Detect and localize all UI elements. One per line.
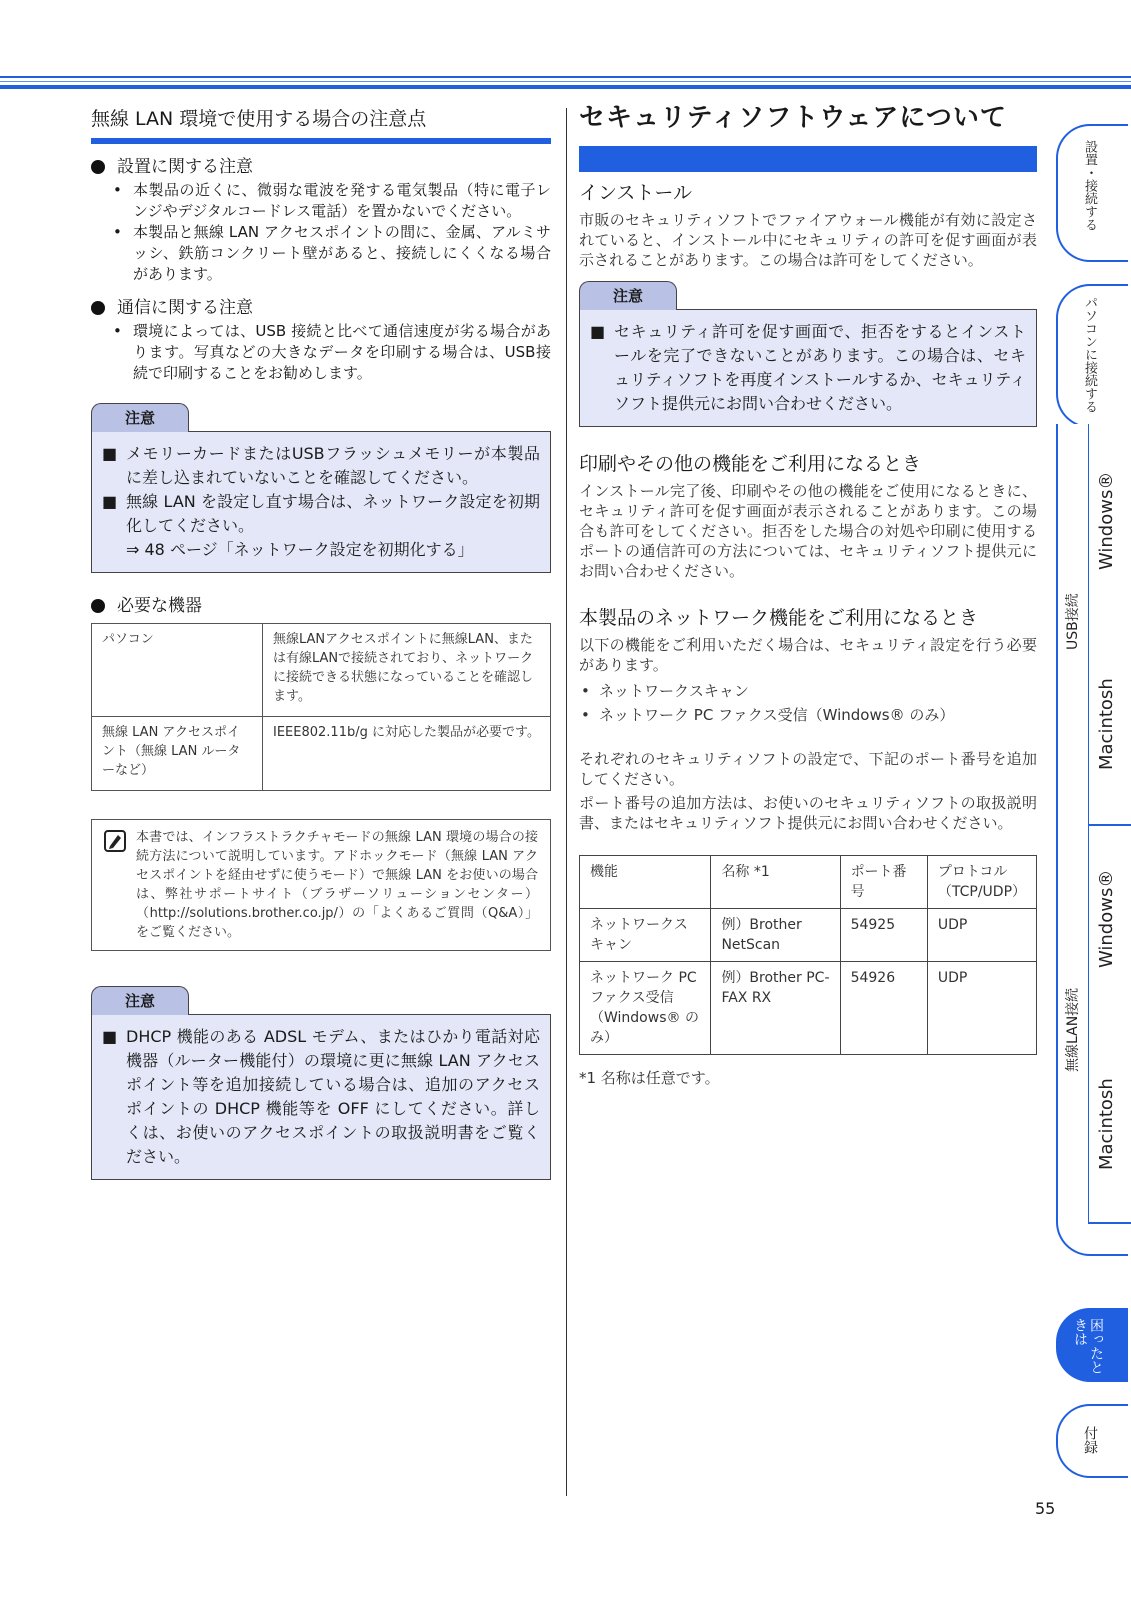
table-cell: 54926 — [840, 962, 927, 1055]
table-row — [92, 624, 551, 717]
side-tab-pc[interactable] — [1056, 284, 1128, 428]
top-rule-thin — [0, 81, 1131, 82]
top-rule-thick — [0, 85, 1131, 89]
caution-item: ■ DHCP 機能のある ADSL モデム、またはひかり電話対応機器（ルーター機能付）の環境に更に無線 LAN アクセスポイント等を追加接続している場合は、追加のアクセスポイントの DHCP 機能等を OFF にしてください。詳しくは、お使いのアクセスポイントの取扱説明書をご覧ください。 — [102, 1025, 540, 1169]
side-tab-connection-frame — [1056, 424, 1128, 1256]
table-header-row — [580, 856, 1037, 909]
caution-tab: 注意 — [579, 281, 677, 310]
side-divider-line — [1088, 824, 1131, 826]
cross-reference-link[interactable]: ⇒ 48 ページ「ネットワーク設定を初期化する」 — [126, 540, 474, 559]
title-bar — [579, 146, 1037, 172]
column-divider — [566, 108, 567, 1496]
caution-box — [91, 402, 551, 573]
table-cell: ネットワーク PC ファクス受信（Windows® のみ） — [580, 962, 711, 1055]
side-divider-line — [1088, 1222, 1131, 1224]
square-bullet-icon: ■ — [102, 444, 118, 463]
side-tab-label: 付録 — [1082, 1426, 1098, 1454]
table-cell: 54925 — [840, 909, 927, 962]
table-header: プロトコル（TCP/UDP） — [927, 856, 1036, 909]
list-item: • 本製品と無線 LAN アクセスポイントの間に、金属、アルミサッシ、鉄筋コンクリート壁があると、接続しにくくなる場合があります。 — [133, 222, 551, 285]
table-header: 機能 — [580, 856, 711, 909]
side-tab-label: パソコンに接続する — [1082, 296, 1097, 413]
table-cell: 無線LANアクセスポイントに無線LAN、または有線LANで接続されており、ネットワークに接続できる状態になっていることを確認します。 — [263, 624, 551, 717]
caution-tab: 注意 — [91, 986, 189, 1015]
side-tab-wlan-windows[interactable]: Windows® — [1096, 869, 1117, 968]
side-tab-trouble[interactable] — [1056, 1308, 1128, 1382]
table-cell: 無線 LAN アクセスポイント（無線 LAN ルーターなど） — [92, 717, 263, 791]
table-row — [580, 909, 1037, 962]
network-body: 以下の機能をご利用いただく場合は、セキュリティ設定を行う必要があります。 — [579, 636, 1037, 674]
table-row — [92, 717, 551, 791]
square-bullet-icon: ■ — [102, 492, 118, 511]
memo-pencil-icon — [104, 830, 126, 852]
left-column — [91, 100, 551, 1180]
side-tab-appendix[interactable] — [1056, 1404, 1128, 1478]
table-cell: 例）Brother PC-FAX RX — [711, 962, 840, 1055]
caution-body — [91, 431, 551, 573]
side-tab-setup[interactable] — [1056, 124, 1128, 262]
page-title: セキュリティソフトウェアについて — [579, 103, 1007, 133]
equipment-table — [91, 623, 551, 791]
caution-body — [91, 1014, 551, 1180]
table-cell: UDP — [927, 962, 1036, 1055]
setup-list — [91, 180, 551, 285]
table-header: 名称 *1 — [711, 856, 840, 909]
table-row — [580, 962, 1037, 1055]
footnote: *1 名称は任意です。 — [579, 1069, 720, 1087]
list-item: • 本製品の近くに、微弱な電波を発する電気製品（特に電子レンジやデジタルコードレス電話）を置かないでください。 — [133, 180, 551, 222]
side-tab-wlan-macintosh[interactable]: Macintosh — [1096, 1078, 1117, 1170]
list-item: • ネットワーク PC ファクス受信（Windows® のみ） — [599, 703, 1037, 727]
network-feature-list — [579, 679, 1037, 727]
table-cell: ネットワークスキャン — [580, 909, 711, 962]
caution-tab: 注意 — [91, 403, 189, 432]
caution-body — [579, 309, 1037, 427]
setup-heading: 設置に関する注意 — [91, 156, 551, 178]
ports-table — [579, 855, 1037, 1055]
install-body: 市販のセキュリティソフトでファイアウォール機能が有効に設定されていると、インストール中にセキュリティの許可を促す画面が表示されることがあります。この場合は許可をしてください。 — [579, 211, 1037, 269]
table-cell: UDP — [927, 909, 1036, 962]
page-number: 55 — [1035, 1499, 1056, 1518]
side-tab-usb-macintosh[interactable]: Macintosh — [1096, 678, 1117, 770]
caution-item: ■ メモリーカードまたはUSBフラッシュメモリーが本製品に差し込まれていないことを確認してください。 — [102, 442, 540, 490]
side-tab-label: 困ったときは — [1072, 1318, 1104, 1374]
section-title: 無線 LAN 環境で使用する場合の注意点 — [91, 108, 427, 130]
list-item: • 環境によっては、USB 接続と比べて通信速度が劣る場合があります。写真などの大きなデータを印刷する場合は、USB接続で印刷することをお勧めします。 — [133, 321, 551, 384]
caution-item: ■ 無線 LAN を設定し直す場合は、ネットワーク設定を初期化してください。 ⇒ 48 ページ「ネットワーク設定を初期化する」 — [102, 490, 540, 562]
side-divider-line — [1088, 424, 1089, 1222]
network-heading: 本製品のネットワーク機能をご利用になるとき — [579, 607, 979, 629]
caution-item: ■ セキュリティ許可を促す画面で、拒否をするとインストールを完了できないことがあります。この場合は、セキュリティソフトを再度インストールするか、セキュリティソフト提供元にお問い合わせください。 — [590, 320, 1026, 416]
bullet-dot-icon — [91, 160, 105, 174]
square-bullet-icon: ■ — [102, 1027, 118, 1046]
caution-box — [91, 985, 551, 1180]
section-underline — [91, 138, 551, 144]
table-cell: 例）Brother NetScan — [711, 909, 840, 962]
equipment-heading: 必要な機器 — [91, 595, 551, 617]
install-heading: インストール — [579, 182, 693, 204]
list-item: • ネットワークスキャン — [599, 679, 1037, 703]
side-label-usb: USB接続 — [1065, 593, 1081, 650]
comm-list — [91, 321, 551, 384]
network-body-2: それぞれのセキュリティソフトの設定で、下記のポート番号を追加してください。 — [579, 750, 1037, 788]
table-cell: パソコン — [92, 624, 263, 717]
printing-body: インストール完了後、印刷やその他の機能をご使用になるときに、セキュリティ許可を促す画面が表示されることがあります。この場合も許可をしてください。拒否をした場合の対処や印刷に使用するポートの通信許可の方法については、セキュリティソフト提供元にお問い合わせください。 — [579, 482, 1037, 580]
side-tab-label: 設置・接続する — [1082, 140, 1097, 231]
bullet-dot-icon — [91, 301, 105, 315]
side-label-wlan: 無線LAN接続 — [1065, 987, 1081, 1072]
table-header: ポート番号 — [840, 856, 927, 909]
square-bullet-icon: ■ — [590, 322, 606, 341]
side-tab-usb-windows[interactable]: Windows® — [1096, 471, 1117, 570]
top-rule — [0, 76, 1131, 78]
memo-box — [91, 819, 551, 951]
right-column — [579, 100, 1037, 1088]
bullet-dot-icon — [91, 599, 105, 613]
network-body-3: ポート番号の追加方法は、お使いのセキュリティソフトの取扱説明書、またはセキュリティソフト提供元にお問い合わせください。 — [579, 794, 1037, 832]
table-cell: IEEE802.11b/g に対応した製品が必要です。 — [263, 717, 551, 791]
comm-heading: 通信に関する注意 — [91, 297, 551, 319]
memo-text: 本書では、インフラストラクチャモードの無線 LAN 環境の場合の接続方法について説明しています。アドホックモード（無線 LAN アクセスポイントを経由せずに使うモード）で無線 LAN をお使いの場合は、弊社サポートサイト（ブラザーソリューションセンター）（http://solutions.brother.co.jp/）の「よくあるご質問（Q&A）」をご覧ください。 — [136, 830, 538, 940]
printing-heading: 印刷やその他の機能をご利用になるとき — [579, 453, 922, 475]
caution-box — [579, 280, 1037, 427]
